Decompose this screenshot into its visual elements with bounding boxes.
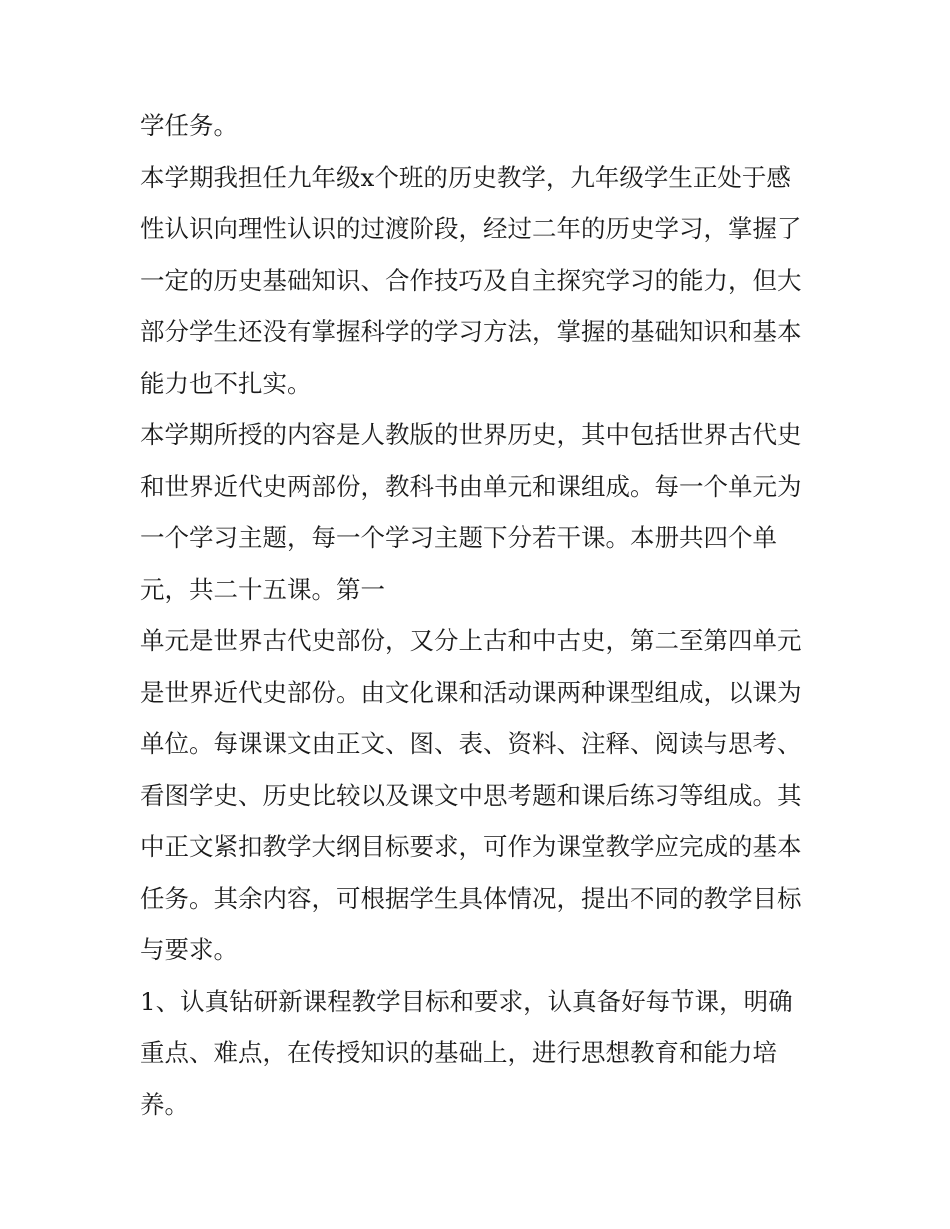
text-line: 学任务。 [140,111,238,140]
text-line: 单位。每课课文由正文、图、表、资料、注释、阅读与思考、 [140,729,802,758]
text-line: 是世界近代史部份。由文化课和活动课两种课型组成，以课为 [140,677,802,707]
text-line: 本学期所授的内容是人教版的世界历史，其中包括世界古代史 [140,420,802,449]
text-line: 性认识向理性认识的过渡阶段，经过二年的历史学习，掌握了 [140,214,802,243]
text-line: 和世界近代史两部份，教科书由单元和课组成。每一个单元为 [140,471,802,501]
text-line: 1、认真钻研新课程教学目标和要求，认真备好每节课，明确 [140,986,793,1016]
text-line: 部分学生还没有掌握科学的学习方法，掌握的基础知识和基本 [140,317,802,346]
text-line: 单元是世界古代史部份，又分上古和中古史，第二至第四单元 [140,626,802,655]
text-line: 看图学史、历史比较以及课文中思考题和课后练习等组成。其 [140,780,802,810]
text-line: 中正文紧扣教学大纲目标要求，可作为课堂教学应完成的基本 [140,832,802,861]
text-line: 一定的历史基础知识、合作技巧及自主探究学习的能力，但大 [140,265,802,295]
text-line: 元，共二十五课。第一 [140,574,385,604]
text-line: 与要求。 [140,935,238,964]
text-line: 一个学习主题，每一个学习主题下分若干课。本册共四个单 [140,523,777,552]
text-line: 重点、难点，在传授知识的基础上，进行思想教育和能力培 [140,1038,777,1067]
document-body [140,100,820,1130]
text-line: 本学期我担任九年级x个班的历史教学，九年级学生正处于感 [140,162,791,192]
text-line: 能力也不扎实。 [140,368,312,398]
text-line: 养。 [140,1089,189,1119]
text-line: 任务。其余内容，可根据学生具体情况，提出不同的教学目标 [140,883,802,913]
